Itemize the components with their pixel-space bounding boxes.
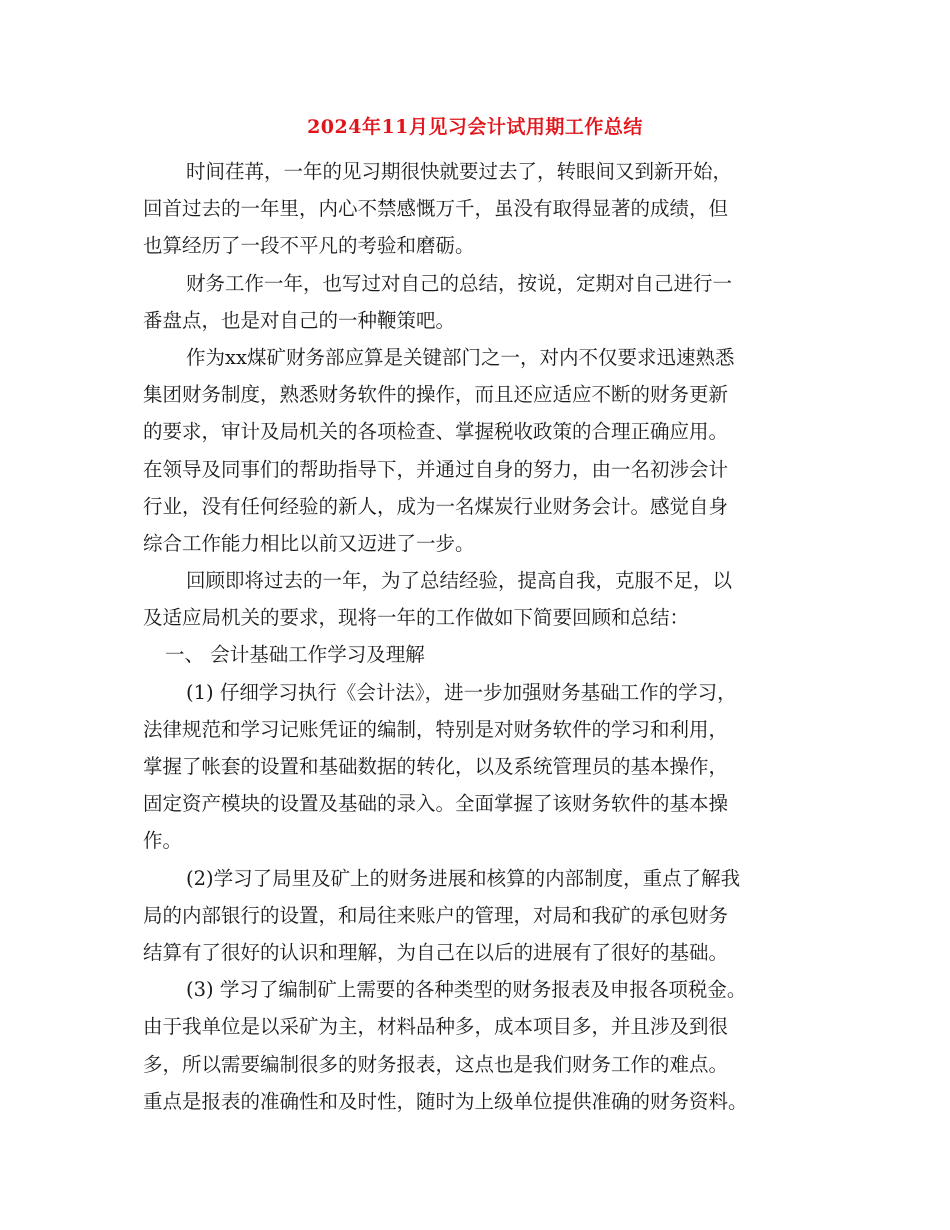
paragraph-line: (1) 仔细学习执行《会计法》，进一步加强财务基础工作的学习， [186,680,737,704]
paragraph-line: 时间荏苒，一年的见习期很快就要过去了，转眼间又到新开始， [186,160,733,183]
paragraph-line: 固定资产模块的设置及基础的录入。全面掌握了该财务软件的基本操 [143,792,729,816]
paragraph-line: 结算有了很好的认识和理解，为自己在以后的进展有了很好的基础。 [143,940,729,964]
paragraph-line: 也算经历了一段不平凡的考验和磨砺。 [143,234,475,258]
paragraph-line: 局的内部银行的设置，和局往来账户的管理，对局和我矿的承包财务 [143,903,729,927]
paragraph-line: 行业，没有任何经验的新人，成为一名煤炭行业财务会计。感觉自身 [143,494,729,518]
paragraph-line: (2)学习了局里及矿上的财务进展和核算的内部制度，重点了解我 [186,866,741,890]
document-title: 2024年11月见习会计试用期工作总结 [307,116,643,138]
paragraph-line: 集团财务制度，熟悉财务软件的操作，而且还应适应不断的财务更新 [143,383,729,407]
paragraph-line: 由于我单位是以采矿为主，材料品种多，成本项目多，并且涉及到很 [143,1015,729,1039]
paragraph-line: 法律规范和学习记账凭证的编制，特别是对财务软件的学习和利用， [143,717,729,741]
paragraph-line: 回首过去的一年里，内心不禁感慨万千，虽没有取得显著的成绩，但 [143,197,729,221]
paragraph-line: 财务工作一年，也写过对自己的总结，按说，定期对自己进行一 [186,271,733,295]
paragraph-line: 多，所以需要编制很多的财务报表，这点也是我们财务工作的难点。 [143,1052,729,1076]
paragraph-line: 回顾即将过去的一年，为了总结经验，提高自我，克服不足，以 [186,569,733,593]
paragraph-line: 及适应局机关的要求，现将一年的工作做如下简要回顾和总结： [143,606,690,630]
section-heading: 一、 会计基础工作学习及理解 [165,643,425,667]
paragraph-line: 作。 [143,829,183,853]
paragraph-line: 综合工作能力相比以前又迈进了一步。 [143,531,475,555]
paragraph-line: (3) 学习了编制矿上需要的各种类型的财务报表及申报各项税金。 [186,978,747,1002]
paragraph-line: 番盘点，也是对自己的一种鞭策吧。 [143,308,456,332]
paragraph-line: 作为xx煤矿财务部应算是关键部门之一，对内不仅要求迅速熟悉 [186,345,735,369]
document-body [143,153,811,1120]
paragraph-line: 的要求，审计及局机关的各项检查、掌握税收政策的合理正确应用。 [143,420,729,444]
paragraph-line: 在领导及同事们的帮助指导下，并通过自身的努力，由一名初涉会计 [143,457,729,481]
paragraph-line: 掌握了帐套的设置和基础数据的转化，以及系统管理员的基本操作， [143,755,729,778]
paragraph-line: 重点是报表的准确性和及时性，随时为上级单位提供准确的财务资料。 [143,1089,748,1113]
